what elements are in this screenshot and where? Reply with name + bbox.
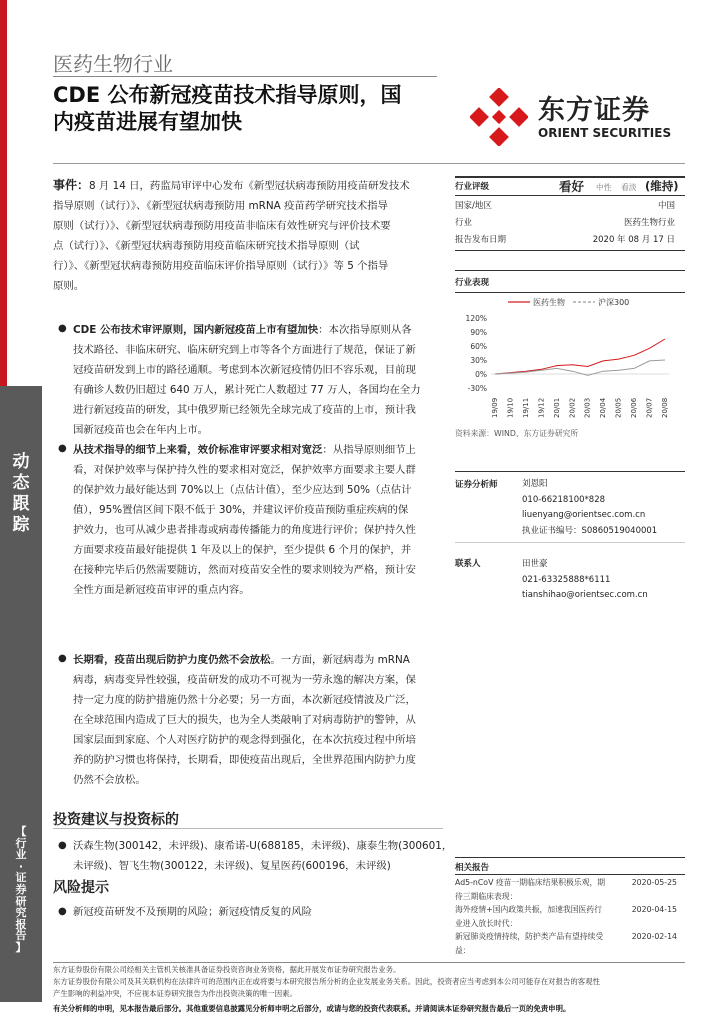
- point-line: 全性方面是新冠疫苗审评的重点内容。: [73, 584, 250, 596]
- x-tick-label: 20/05: [614, 397, 623, 418]
- invest-underline: [53, 828, 443, 829]
- side-sub-char: 报: [15, 917, 27, 931]
- perf-rule: [455, 292, 685, 293]
- contact-phone: 021-63325888*6111: [522, 574, 611, 585]
- rating-label: 行业评级: [455, 182, 490, 192]
- point-line: 在全球范围内造成了巨大的损失，也为全人类敲响了对病毒防护的警钟，从: [73, 714, 416, 726]
- point-line: 持一定力度的防护措施仍然十分必要；另一方面，本次新冠疫情波及广泛，: [73, 694, 416, 706]
- rating-maintain: (维持): [645, 179, 679, 193]
- rating-rule: [455, 195, 685, 196]
- info-key: 报告发布日期: [455, 235, 507, 245]
- contact-label: 联系人: [455, 559, 481, 569]
- point-line: 的保护效力最好能达到 70%以上（点估计值），至少应达到 50%（点估计: [73, 484, 412, 496]
- top-rule: [53, 163, 685, 164]
- logo-text-en: ORIENT SECURITIES: [538, 126, 672, 140]
- point-line: 。一方面，新冠病毒为 mRNA: [270, 654, 410, 666]
- report-title: [53, 82, 433, 136]
- side-sub-char: 研: [15, 894, 27, 908]
- related-item[interactable]: [455, 876, 677, 903]
- point-line: 国新冠疫苗也会在年内上市。: [73, 424, 209, 436]
- side-subtitle: [6, 826, 36, 954]
- analyst-label: 证券分析师: [455, 480, 498, 490]
- point-line: 方面要求疫苗最好能提供 1 年及以上的保护，至少提供 6 个月的保护，并: [73, 544, 412, 556]
- bullet-dot: ●: [58, 653, 67, 664]
- perf-top-rule: [455, 270, 685, 271]
- rating-row: [455, 179, 685, 195]
- footer-line: 产生影响的利益冲突，不应视本证券研究报告为作出投资决策的唯一因素。: [53, 989, 297, 998]
- point-line: 护效力，也可从减少患者排毒或病毒传播能力的角度进行评价；保护持久性: [73, 524, 416, 536]
- x-tick-label: 20/01: [552, 397, 561, 418]
- side-sub-char: ·: [18, 859, 24, 873]
- y-tick-label: 0%: [475, 370, 487, 379]
- related-top-rule: [455, 857, 685, 858]
- series-line-csi300: [495, 360, 665, 375]
- point-line: 病毒，病毒变异性较强，疫苗研发的成功不可视为一劳永逸的解决方案，保: [73, 674, 416, 686]
- contact-email[interactable]: tianshihao@orientsec.com.cn: [522, 590, 648, 600]
- related-item-date: 2020-05-25: [631, 878, 677, 887]
- analyst-cert: 执业证书编号：S0860519040001: [522, 525, 658, 536]
- info-row: [455, 198, 675, 215]
- info-key: 行业: [455, 218, 473, 228]
- y-tick-label: 120%: [465, 314, 487, 323]
- side-sub-char: 券: [15, 882, 27, 896]
- event-line: 行）》、《新型冠状病毒预防用疫苗临床评价指导原则（试行）》等 5 个指导: [53, 260, 389, 272]
- side-sub-char: 告: [15, 929, 27, 943]
- point-line: 国家层面到家庭、个人对医疗防护的观念得到强化，在本次抗疫过程中所培: [73, 734, 416, 746]
- related-item-title: 新冠肺炎疫情持续，防护类产品有望持续受: [455, 932, 604, 941]
- related-item-title: 海外疫情+国内政策共振，加速我国医药行: [455, 905, 602, 914]
- info-value: 2020 年 08 月 17 日: [592, 235, 675, 245]
- analyst-block: [522, 477, 657, 539]
- point-line: 仍然不会放松。: [73, 774, 146, 786]
- side-sub-char: 证: [15, 871, 27, 885]
- side-sub-char: 业: [15, 848, 27, 862]
- point-line: 进行新冠疫苗的研发，其中俄罗斯已经领先全球完成了疫苗的上市，预计我: [73, 404, 416, 416]
- bullet-dot: ●: [58, 443, 67, 454]
- related-list: [455, 876, 677, 957]
- chart-source: 资料来源：WIND、东方证券研究所: [455, 429, 579, 438]
- x-tick-label: 20/07: [645, 397, 654, 418]
- left-red-bar: [0, 0, 7, 386]
- y-tick-label: 60%: [470, 342, 487, 351]
- x-tick-label: 20/08: [661, 397, 669, 418]
- x-tick-label: 19/12: [537, 397, 546, 418]
- footer-disclaimer: [53, 964, 685, 1015]
- rating-bottom-rule: [455, 250, 685, 251]
- risk-heading: 风险提示: [53, 880, 109, 896]
- point-line: 技术路径、非临床研究、临床研究到上市等各个方面进行了规范，保证了新: [73, 344, 416, 356]
- point-paragraph: [73, 320, 445, 440]
- event-line: 原则（试行）》、《新型冠状病毒预防用疫苗非临床有效性研究与评价技术要: [53, 220, 391, 232]
- point-heading: 长期看，疫苗出现后防护力度仍然不会放松: [73, 654, 271, 666]
- related-item[interactable]: [455, 930, 677, 957]
- x-tick-label: 19/11: [521, 397, 530, 418]
- point-line: 养的防护习惯也将保持，长期看，即使疫苗出现后，全世界范围内防护力度: [73, 754, 416, 766]
- analyst-email[interactable]: liuenyang@orientsec.com.cn: [522, 510, 646, 520]
- point-line: ：从指导原则细节上: [322, 444, 416, 456]
- related-item-date: 2020-04-15: [631, 905, 677, 914]
- related-item-title: Ad5-nCoV 疫苗一期临床结果积极乐观，期: [455, 878, 606, 887]
- side-sub-char: 行: [15, 836, 27, 850]
- info-value: 医药生物行业: [623, 218, 675, 228]
- x-tick-label: 19/10: [506, 397, 515, 418]
- side-title-char: 态: [12, 473, 30, 493]
- rating-bearish: 看淡: [621, 183, 637, 192]
- sector-label: 医药生物行业: [53, 52, 173, 76]
- info-key: 国家/地区: [455, 201, 492, 211]
- event-line: 指导原则（试行）》、《新型冠状病毒预防用 mRNA 疫苗药学研究技术指导: [53, 200, 388, 212]
- footer-rule: [53, 962, 685, 963]
- analyst-phone: 010-66218100*828: [522, 494, 606, 505]
- bullet-dot: ●: [58, 840, 67, 851]
- info-row: [455, 215, 675, 232]
- analyst-top-rule: [455, 471, 685, 472]
- related-rule: [455, 874, 685, 875]
- point-heading: 从技术指导的细节上来看，效价标准审评要求相对宽泛: [73, 444, 323, 456]
- perf-heading: 行业表现: [455, 278, 490, 288]
- info-row: [455, 232, 675, 249]
- risk-text: 新冠疫苗研发不及预期的风险；新冠疫情反复的风险: [73, 906, 312, 918]
- rating-table: [455, 198, 675, 249]
- event-line: 原则。: [53, 280, 85, 292]
- bullet-dot: ●: [58, 906, 67, 917]
- company-logo: [470, 88, 680, 148]
- rating-value: 看好: [559, 179, 585, 194]
- logo-mark-icon: [470, 88, 528, 146]
- series-line-pharma: [495, 339, 665, 374]
- footer-line: 东方证券股份有限公司及其关联机构在法律许可的范围内正在或将要与本研究报告所分析的企业发展业务关系。因此，投资者应当考虑到本公司可能存在对报告的客观性: [53, 977, 600, 986]
- report-title-line: 内疫苗进展有望加快: [53, 110, 242, 134]
- y-tick-label: 90%: [470, 328, 487, 337]
- side-title-char: 踪: [12, 515, 30, 535]
- side-sub-char: 究: [15, 906, 27, 920]
- rating-neutral: 中性: [596, 183, 612, 192]
- contact-block: [522, 557, 648, 604]
- related-item-date: 2020-02-14: [631, 932, 677, 941]
- x-tick-label: 20/06: [630, 397, 639, 418]
- y-tick-label: -30%: [467, 384, 487, 393]
- point-line: 在接种完毕后仍然需要随访，然而对疫苗安全性的要求则较为严格，预计安: [73, 564, 416, 576]
- side-sub-char: 】: [15, 940, 27, 954]
- x-tick-label: 20/04: [599, 397, 608, 418]
- event-label: 事件：: [53, 178, 90, 192]
- related-item-title: 待三期临床表现：: [455, 891, 518, 901]
- related-item-title: 益：: [455, 945, 471, 955]
- invest-heading: 投资建议与投资标的: [53, 812, 179, 828]
- header-divider: [53, 76, 437, 77]
- event-line: 8 月 14 日，药监局审评中心发布《新型冠状病毒预防用疫苗研发技术: [89, 180, 410, 192]
- logo-text-cn: 东方证券: [538, 95, 650, 126]
- bullet-dot: ●: [58, 323, 67, 334]
- point-line: 冠疫苗研发到上市的路径通顺。考虑到本次新冠疫情仍旧不容乐观，目前现: [73, 364, 416, 376]
- side-title-char: 跟: [12, 494, 30, 514]
- related-item[interactable]: [455, 903, 677, 930]
- point-paragraph: [73, 650, 445, 790]
- invest-line: 沃森生物(300142，未评级)、康希诺-U(688185，未评级)、康泰生物(300601，: [73, 840, 453, 852]
- legend-label-b: 沪深300: [598, 298, 630, 307]
- footer-line: 东方证券股份有限公司经相关主管机关核准具备证券投资咨询业务资格，据此开展发布证券研究报告业务。: [53, 965, 401, 974]
- side-title-char: 动: [12, 452, 30, 472]
- analyst-divider: [455, 542, 685, 543]
- info-value: 中国: [657, 201, 675, 211]
- point-paragraph: [73, 440, 445, 600]
- x-tick-label: 20/02: [568, 397, 577, 418]
- point-line: ：本次指导原则从各: [318, 324, 412, 336]
- y-axis-ticks: [466, 314, 487, 393]
- x-axis-labels: [491, 397, 669, 418]
- contact-name: 田世豪: [522, 559, 548, 569]
- invest-paragraph: [73, 836, 453, 876]
- event-paragraph: [53, 175, 448, 296]
- related-item-title: 业进入放长时代：: [455, 918, 518, 928]
- point-line: 有确诊人数仍旧超过 640 万人，累计死亡人数超过 77 万人，各国均在全力: [73, 384, 421, 396]
- footer-line: 有关分析师的申明，见本报告最后部分。其他重要信息披露见分析师申明之后部分，或请与您的投资代表联系。并请阅读本证券研究报告最后一页的免责申明。: [53, 1004, 571, 1013]
- event-line: 点（试行）》、《新型冠状病毒预防用疫苗临床研究技术指导原则（试: [53, 240, 360, 252]
- x-tick-label: 19/09: [491, 397, 499, 418]
- legend-label-a: 医药生物: [533, 298, 565, 307]
- analyst-name: 刘恩阳: [522, 479, 548, 489]
- side-title: [8, 452, 34, 536]
- y-tick-label: 30%: [470, 356, 487, 365]
- invest-line: 未评级)、智飞生物(300122，未评级)、复星医药(600196，未评级): [73, 860, 391, 872]
- point-heading: CDE 公布技术审评原则，国内新冠疫苗上市有望加快: [73, 324, 319, 336]
- performance-chart: [455, 294, 685, 422]
- report-title-line: CDE 公布新冠疫苗技术指导原则，国: [53, 83, 402, 107]
- point-line: 值），95%置信区间下限不低于 30%，并建议评价疫苗预防重症疾病的保: [73, 504, 409, 516]
- related-heading: 相关报告: [455, 863, 490, 873]
- x-tick-label: 20/03: [583, 397, 592, 418]
- side-sub-char: 【: [15, 825, 27, 838]
- point-line: 看，对保护效率与保护持久性的要求相对宽泛，保护效率方面要求主要人群: [73, 464, 416, 476]
